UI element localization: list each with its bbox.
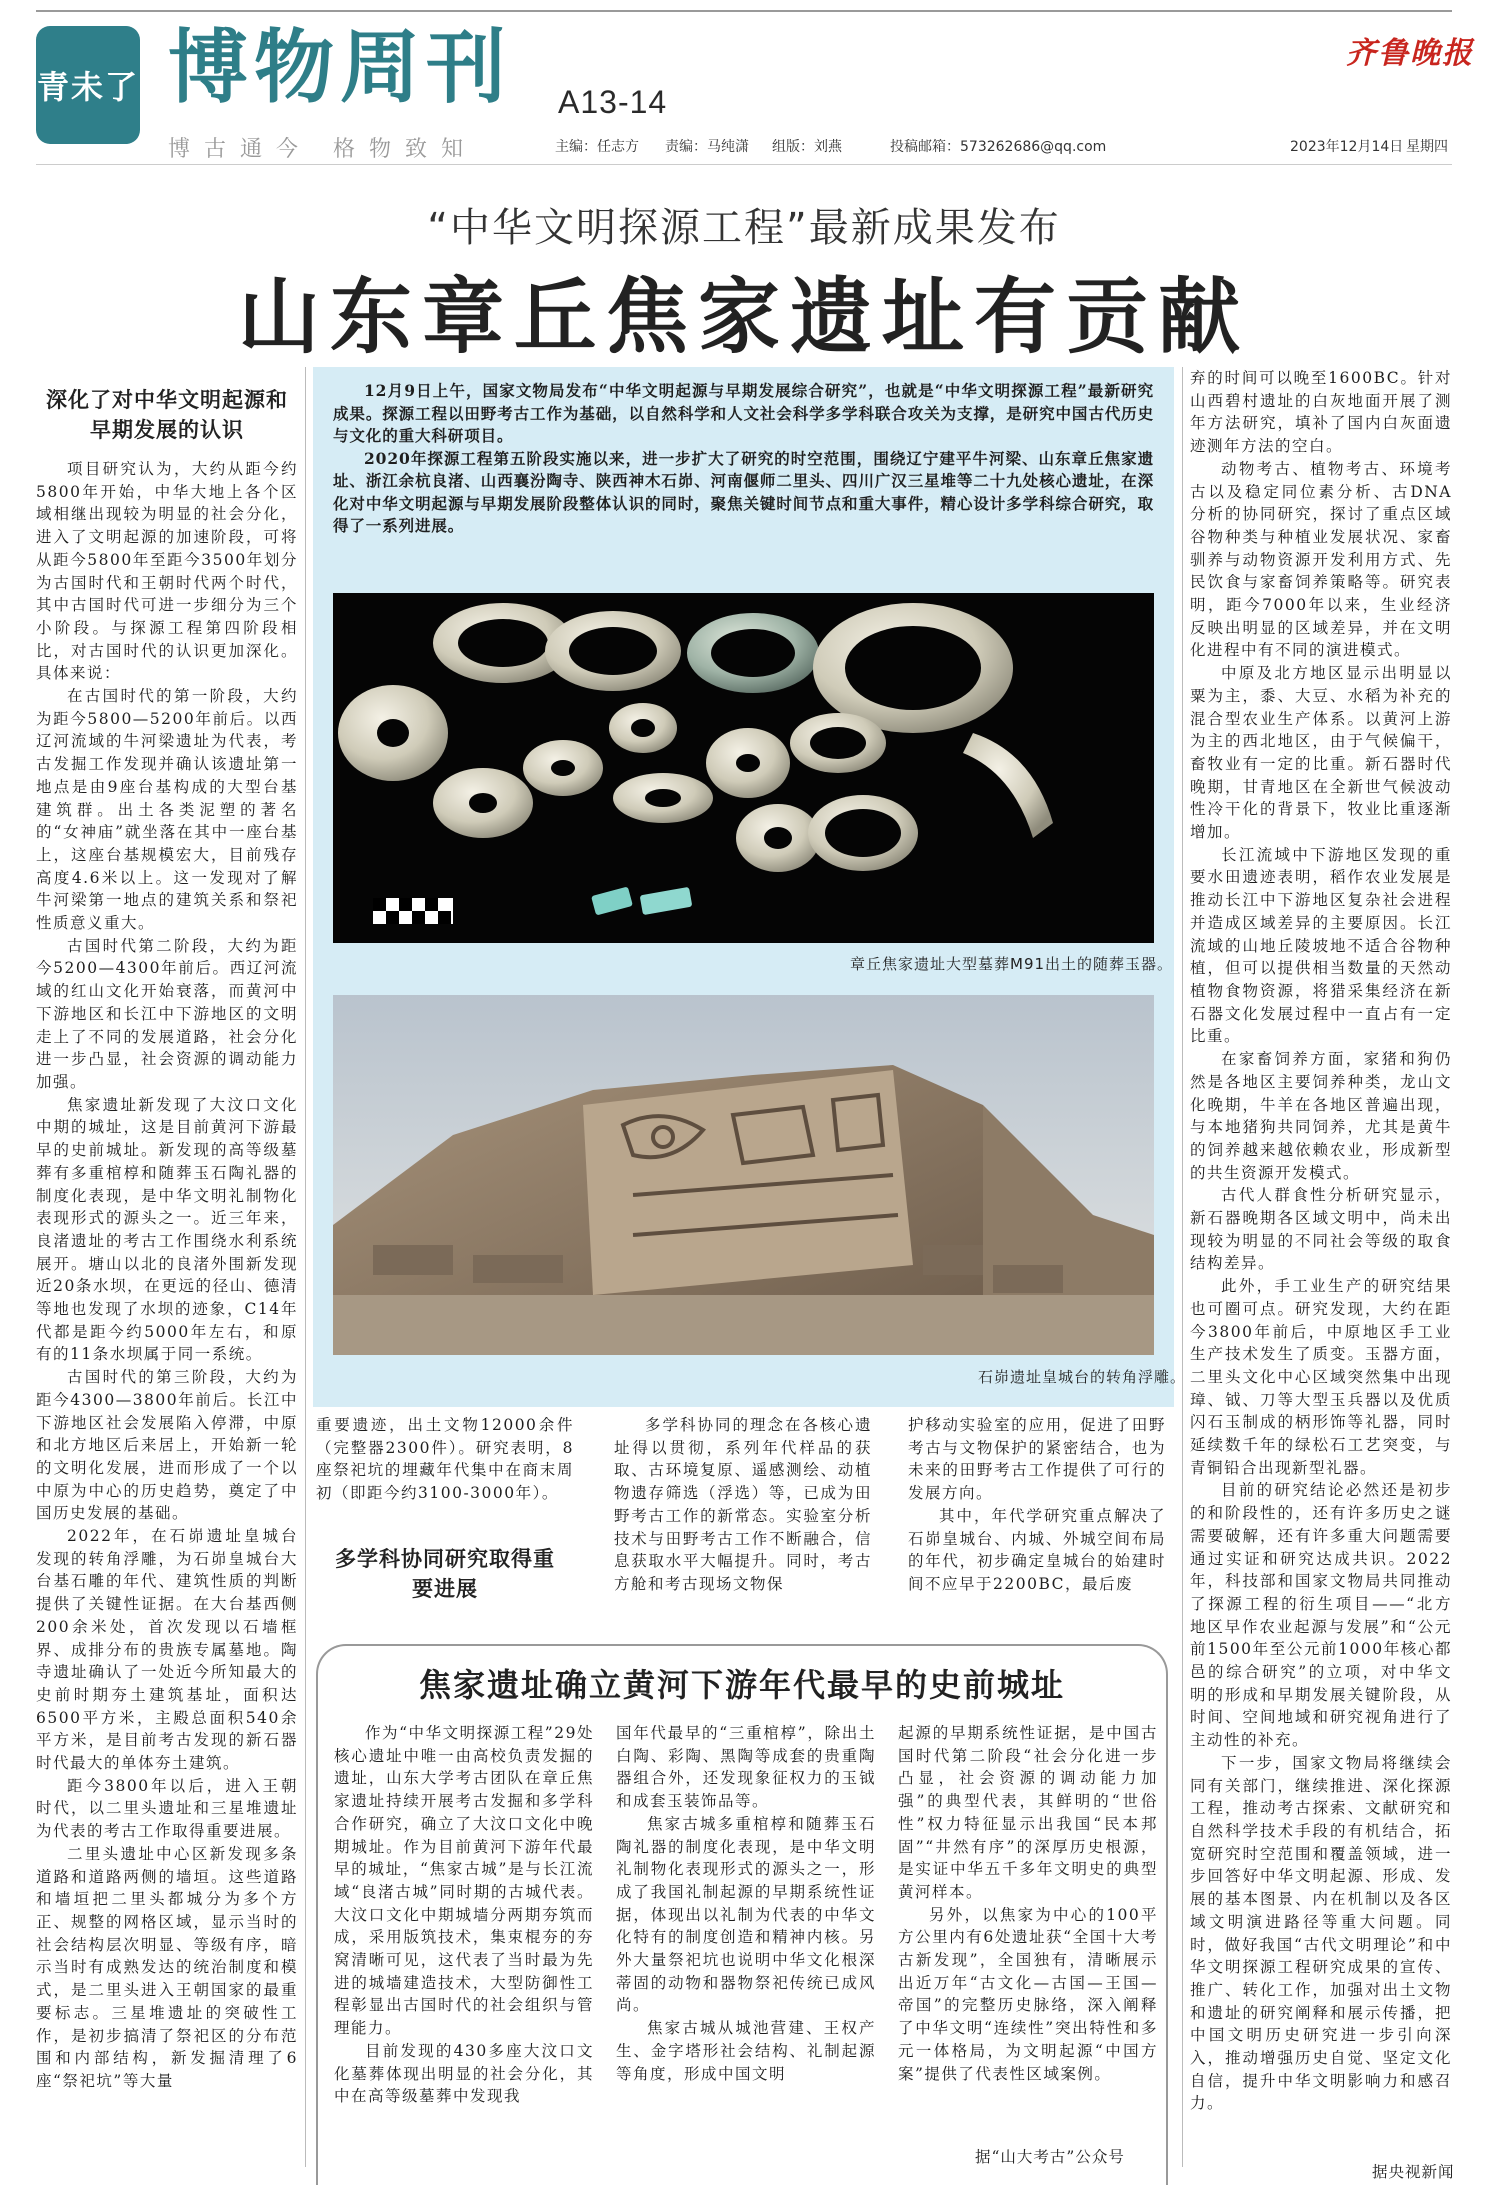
right-column-body <box>1190 367 1452 2115</box>
paragraph: 在古国时代的第一阶段，大约为距今5800—5200年前后。以西辽河流域的牛河梁遗址为代表，考古发掘工作发现并确认该遗址第一地点是由9座台基构成的大型台基建筑群。出土各类泥塑的著名的“女神庙”就坐落在其中一座台基上，这座台基规模宏大，目前残存高度4.6米以上。这一发现对了解牛河梁第一地点的建筑关系和祭祀性质意义重大。 <box>36 687 298 933</box>
qingweiliao-logo: 青未了 <box>36 26 140 144</box>
stone-relief-photo <box>333 995 1154 1355</box>
middle-col1-text <box>316 1414 574 1505</box>
jade-artifacts-photo <box>333 593 1154 943</box>
paragraph: 其中，年代学研究重点解决了石峁皇城台、内城、外城空间布局的年代，初步确定皇城台的始建时间不应早于2200BC，最后废 <box>908 1506 1166 1593</box>
paragraph: 弃的时间可以晚至1600BC。针对山西碧村遗址的白灰地面开展了测年方法研究，填补了国内白灰面遗迹测年方法的空白。 <box>1190 369 1452 456</box>
issue-date: 2023年12月14日 <box>1290 139 1404 155</box>
paragraph: 目前的研究结论必然还是初步的和阶段性的，还有许多历史之谜需要破解，还有许多重大问题需要通过实证和研究达成共识。2022年，科技部和国家文物局共同推动了探源工程的衍生项目——“北方地区早作农业起源与发展”和“公元前1500年至公元前1000年核心都邑的综合研究”的立项，对中华文明的形成和早期发展关键阶段，从时间、空间地域和研究视角进行了主动性的补充。 <box>1190 1481 1452 1750</box>
intro-text <box>333 380 1154 538</box>
column-rule <box>305 367 306 2167</box>
left-column-body <box>36 458 298 2093</box>
duty-editor-credit: 责编：马纯潇 <box>665 139 749 155</box>
paragraph: 焦家古城多重棺椁和随葬玉石陶礼器的制度化表现，是中华文明礼制物化表现形式的源头之一，形成了我国礼制起源的早期系统性证据，体现出以礼制为代表的中华文化特有的制度创造和精神内核。另外大量祭祀坑也说明中华文化根深蒂固的动物和器物祭祀传统已成风尚。 <box>616 1814 876 2015</box>
headline-title: 山东章丘焦家遗址有贡献 <box>237 269 1250 365</box>
stone-relief-illustration <box>333 995 1154 1355</box>
paragraph: 护移动实验室的应用，促进了田野考古与文物保护的紧密结合，也为未来的田野考古工作提供了可行的发展方向。 <box>908 1416 1166 1503</box>
layout-editor-credit: 组版：刘燕 <box>772 139 842 155</box>
paragraph: 距今3800年以后，进入王朝时代，以二里头遗址和三星堆遗址为代表的考古工作取得重要进展。 <box>36 1776 298 1841</box>
paragraph: 焦家古城从城池营建、王权产生、金字塔形社会结构、礼制起源等角度，形成中国文明 <box>616 2019 876 2083</box>
submission-email: 投稿邮箱：573262686@qq.com <box>890 139 1107 155</box>
paragraph: 重要遗迹，出土文物12000余件（完整器2300件）。研究表明，8座祭祀坑的埋藏年代集中在商末周初（即距今约3100-3000年）。 <box>316 1416 574 1503</box>
paragraph: 项目研究认为，大约从距今约5800年开始，中华大地上各个区域相继出现较为明显的社会分化，进入了文明起源的加速阶段，可将从距今5800年至距今3500年划分为古国时代和王朝时代两个时代，其中古国时代可进一步细分为三个小阶段。与探源工程第四阶段相比，对古国时代的认识更加深化。具体来说： <box>36 460 298 683</box>
top-rule <box>36 10 1452 12</box>
feature-col2 <box>616 1722 876 2085</box>
paragraph: 下一步，国家文物局将继续会同有关部门，继续推进、深化探源工程，推动考古探索、文献研究和自然科学技术手段的有机结合，拓宽研究时空范围和覆盖领域，进一步回答好中华文明起源、形成、发展的基本图景、内在机制以及各区域文明演进路径等重大问题。同时，做好我国“古代文明理论”和中华文明探源工程研究成果的宣传、推广、转化工作，加强对出土文物和遗址的研究阐释和展示传播，把中国文明历史研究进一步引向深入，推动增强历史自觉、坚定文化自信，提升中华文明影响力和感召力。 <box>1190 1753 1452 2113</box>
middle-col2-text <box>614 1414 872 1596</box>
column-rule <box>1182 367 1183 2167</box>
section-motto: 博古通今 格物致知 <box>168 137 477 162</box>
page-number: A13-14 <box>558 84 668 120</box>
paragraph: 在家畜饲养方面，家猪和狗仍然是各地区主要饲养种类，龙山文化晚期，牛羊在各地区普遍出现，与本地猪狗共同饲养，尤其是黄牛的饲养越来越依赖农业，形成新型的共生资源开发模式。 <box>1190 1050 1452 1182</box>
paragraph: 动物考古、植物考古、环境考古以及稳定同位素分析、古DNA分析的协同研究，探讨了重点区域谷物种类与种植业发展状况、家畜驯养与动物资源开发利用方式、先民饮食与家畜饲养策略等。研究表明，距今7000年以来，生业经济反映出明显的区域差异，并在文明化进程中有不同的演进模式。 <box>1190 459 1452 660</box>
right-source: 据央视新闻 <box>1368 2160 1455 2182</box>
feature-source: 据“山大考古”公众号 <box>975 2148 1125 2166</box>
middle-col3-text <box>908 1414 1166 1596</box>
paragraph: 2022年，在石峁遗址皇城台发现的转角浮雕，为石峁皇城台大台基石雕的年代、建筑性质的判断提供了关键性证据。在大台基西侧200余米处，首次发现以石墙框界、成排分布的贵族专属墓地。陶寺遗址确认了一处近今所知最大的史前时期夯土建筑基址，面积达6500平方米，主殿总面积540余平方米，是目前考古发现的新石器时代最大的单体夯土建筑。 <box>36 1527 298 1773</box>
paragraph: 此外，手工业生产的研究结果也可圈可点。研究发现，大约在距今3800年前后，中原地区手工业生产技术发生了质变。玉器方面，二里头文化中心区域突然集中出现璋、钺、刀等大型玉兵器以及优质闪石玉制成的柄形饰等礼器，同时延续数千年的绿松石工艺突变，与青铜铅合出现新型礼器。 <box>1190 1277 1452 1477</box>
paragraph: 起源的早期系统性证据，是中国古国时代第二阶段“社会分化进一步凸显，社会资源的调动能力加强”的典型代表，其鲜明的“世俗性”权力特征显示出我国“民本邦固”“井然有序”的深厚历史根源，是实证中华五千多年文明史的典型黄河样本。 <box>898 1724 1158 1901</box>
paragraph: 目前发现的430多座大汶口文化墓葬体现出明显的社会分化，其中在高等级墓葬中发现我 <box>334 2041 594 2106</box>
paragraph: 作为“中华文明探源工程”29处核心遗址中唯一由高校负责发掘的遗址，山东大学考古团队在章丘焦家遗址持续开展考古发掘和多学科合作研究，确立了大汶口文化中晚期城址。作为目前黄河下游年代最早的城址，“焦家古城”是与长江流域“良渚古城”同时期的古城代表。大汶口文化中期城墙分两期夯筑而成，采用版筑技术，集束棍夯的夯窝清晰可见，这代表了当时最为先进的城墙建造技术，大型防御性工程彰显出古国时代的社会组织与管理能力。 <box>334 1724 594 2038</box>
photo1-caption: 章丘焦家遗址大型墓葬M91出土的随葬玉器。 <box>850 955 1174 973</box>
paragraph: 另外，以焦家为中心的100平方公里内有6处遗址获“全国十大考古新发现”，全国独有，清晰展示出近万年“古文化—古国—王国—帝国”的完整历史脉络，深入阐释了中华文明“连续性”突出特性和多元一体格局，为文明起源“中国方案”提供了代表性区域案例。 <box>898 1905 1158 2083</box>
paragraph: 中原及北方地区显示出明显以粟为主，黍、大豆、水稻为补充的混合型农业生产体系。以黄河上游为主的西北地区，由于气候偏干，畜牧业有一定的比重。新石器时代晚期，甘青地区在全新世气候波动性冷干化的背景下，牧业比重逐渐增加。 <box>1190 664 1452 842</box>
paragraph: 2020年探源工程第五阶段实施以来，进一步扩大了研究的时空范围，围绕辽宁建平牛河梁、山东章丘焦家遗址、浙江余杭良渚、山西襄汾陶寺、陕西神木石峁、河南偃师二里头、四川广汉三星堆等二十九处核心遗址，在深化对中华文明起源与早期发展阶段整体认识的同时，聚焦关键时间节点和重大事件，精心设计多学科综合研究，取得了一系列进展。 <box>333 448 1154 535</box>
middle-subhead: 多学科协同研究取得重要进展 <box>335 1546 555 1601</box>
paragraph: 古代人群食性分析研究显示，新石器晚期各区域文明中，尚未出现较为明显的不同社会等级的取食结构差异。 <box>1190 1186 1452 1273</box>
paragraph: 长江流域中下游地区发现的重要水田遗迹表明，稻作农业发展是推动长江中下游地区复杂社会进程并造成区域差异的主要原因。长江流域的山地丘陵坡地不适合谷物种植，但可以提供相当数量的天然动植物食物资源，将猎采集经济在新石器文化发展过程中一直占有一定比重。 <box>1190 845 1452 1046</box>
paragraph: 12月9日上午，国家文物局发布“中华文明起源与早期发展综合研究”，也就是“中华文明探源工程”最新研究成果。探源工程以田野考古工作为基础，以自然科学和人文社会科学多学科联合攻关为支撑，是研究中国古代历史与文化的重大科研项目。 <box>333 381 1154 445</box>
feature-col1 <box>334 1722 594 2108</box>
editor-credit: 主编：任志方 <box>555 139 639 155</box>
paragraph: 古国时代第二阶段，大约为距今5200—4300年前后。西辽河流域的红山文化开始衰落，而黄河中下游地区和长江中下游地区的文明走上了不同的发展道路，社会分化进一步凸显，社会资源的调动能力加强。 <box>36 936 298 1091</box>
paragraph: 焦家遗址新发现了大汶口文化中期的城址，这是目前黄河下游最早的史前城址。新发现的高等级墓葬有多重棺椁和随葬玉石陶礼器的制度化表现，是中华文明礼制物化表现形式的源头之一。近三年来，良渚遗址的考古工作围绕水利系统展开。塘山以北的良渚外围新发现近20条水坝，在更远的径山、德清等地也发现了水坝的迹象，C14年代都是距今约5000年左右，和原有的11条水坝属于同一系统。 <box>36 1095 298 1364</box>
issue-weekday: 星期四 <box>1406 139 1448 155</box>
newspaper-brand-logo: 齐鲁晚报 <box>1346 36 1474 71</box>
photo2-caption: 石峁遗址皇城台的转角浮雕。 <box>978 1368 1187 1386</box>
feature-title: 焦家遗址确立黄河下游年代最早的史前城址 <box>418 1666 1065 1704</box>
masthead-divider <box>36 164 1452 165</box>
feature-col3 <box>898 1722 1158 2085</box>
paragraph: 二里头遗址中心区新发现多条道路和道路两侧的墙垣。这些道路和墙垣把二里头都城分为多个方正、规整的网格区域，显示当时的社会结构层次明显、等级有序，暗示当时有成熟发达的统治制度和模式，是二里头进入王朝国家的最重要标志。三星堆遗址的突破性工作，是初步搞清了祭祀区的分布范围和内部结构，新发掘清理了6座“祭祀坑”等大量 <box>36 1844 298 2090</box>
paragraph: 国年代最早的“三重棺椁”，除出土白陶、彩陶、黑陶等成套的贵重陶器组合外，还发现象征权力的玉钺和成套玉装饰品等。 <box>616 1724 876 1811</box>
paragraph: 多学科协同的理念在各核心遗址得以贯彻，系列年代样品的获取、古环境复原、遥感测绘、动植物遗存筛选（浮选）等，已成为田野考古工作的新常态。实验室分析技术与田野考古工作不断融合，信息获取水平大幅提升。同时，考古方舱和考古现场文物保 <box>614 1416 872 1593</box>
paragraph: 古国时代的第三阶段，大约为距今4300—3800年前后。长江中下游地区社会发展陷入停滞，中原和北方地区后来居上，开始新一轮的文明化发展，进而形成了一个以中原为中心的历史趋势，奠定了中国历史发展的基础。 <box>36 1368 298 1523</box>
section-title: 博物周刊 <box>168 21 512 114</box>
jade-artifacts-illustration <box>333 593 1154 943</box>
left-column-heading: 深化了对中华文明起源和早期发展的认识 <box>46 387 288 442</box>
headline-kicker: “中华文明探源工程”最新成果发布 <box>427 205 1061 251</box>
